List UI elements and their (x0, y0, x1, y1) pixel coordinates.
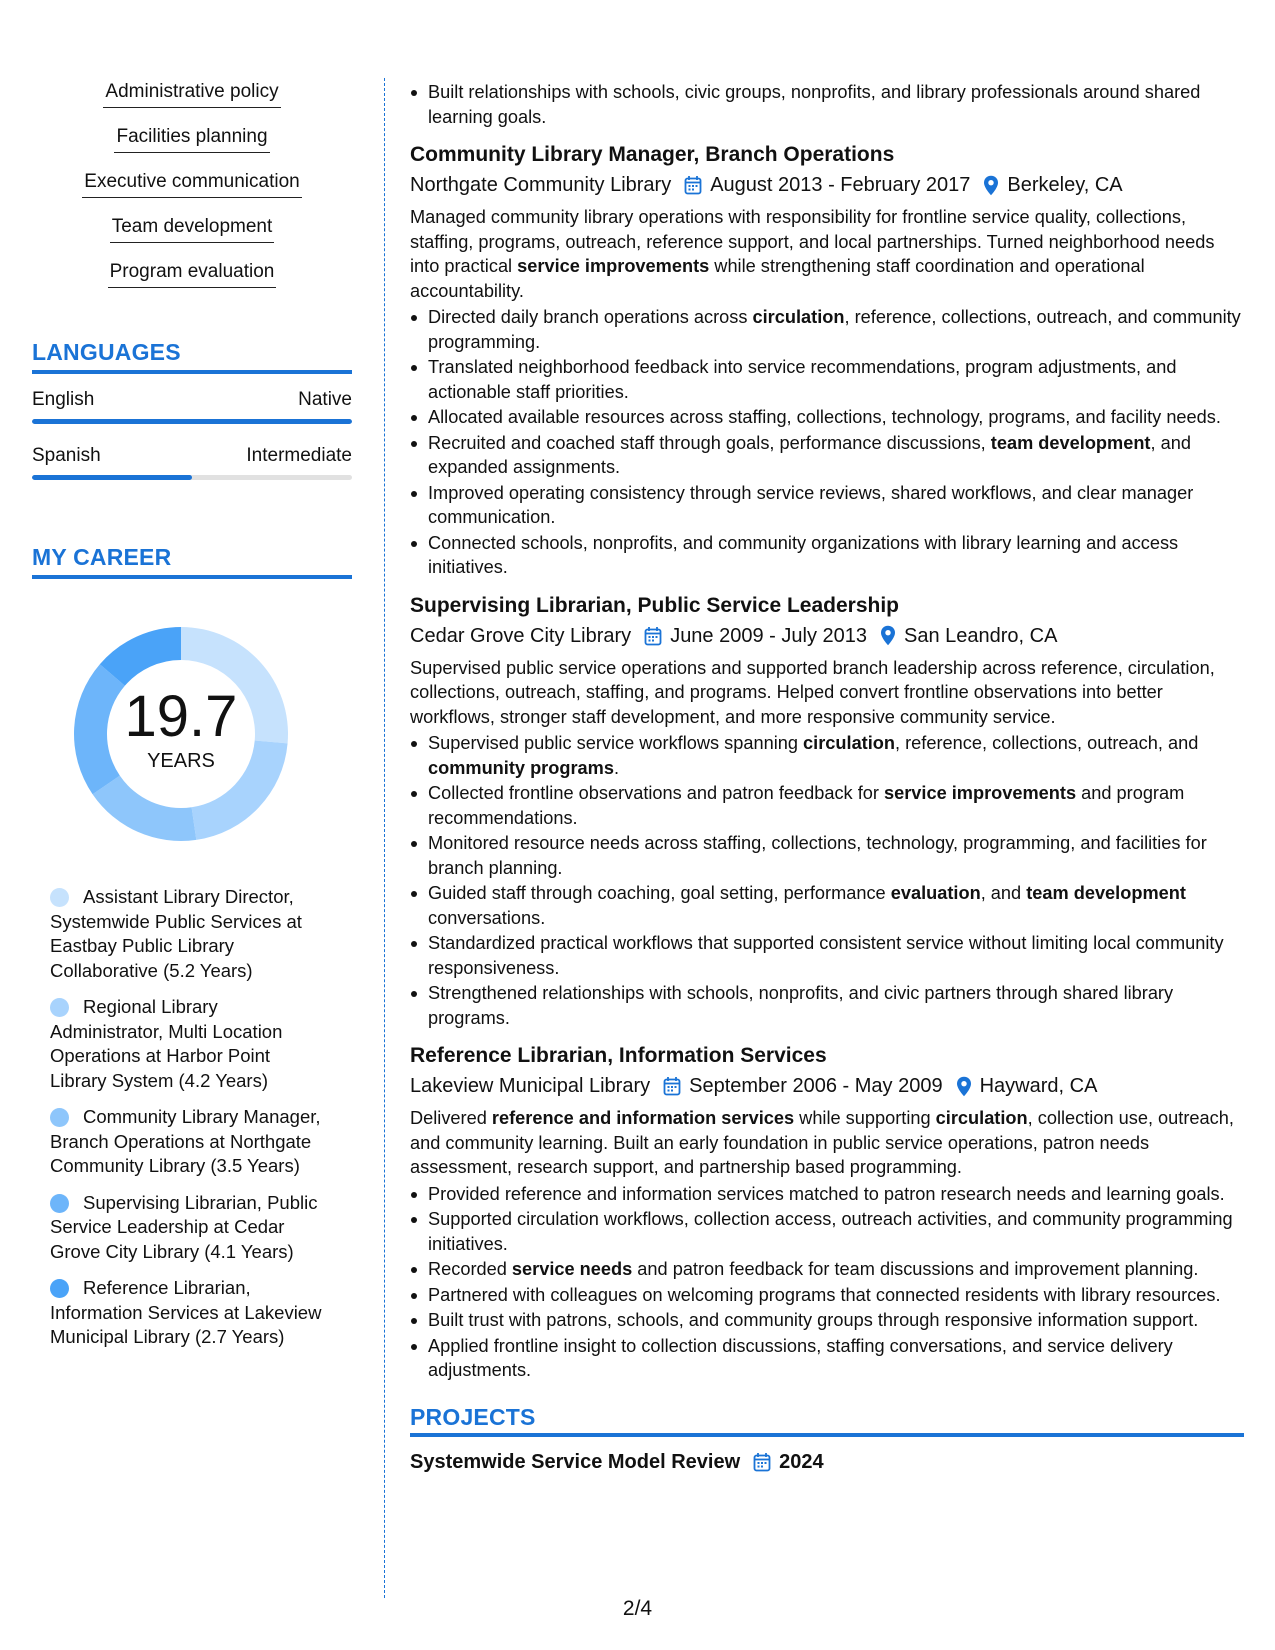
skill-item: Team development (110, 215, 275, 243)
job-location: San Leandro, CA (904, 624, 1058, 647)
project-year: 2024 (779, 1451, 824, 1473)
job-company: Northgate Community Library (410, 174, 672, 196)
continued-bullets (410, 80, 1244, 129)
language-item (32, 388, 352, 424)
column-divider (384, 78, 385, 1598)
job-summary: Delivered reference and information services while supporting circulation, collection use, outreach, and community learning. Built an early foundation in public service operations, patron needs assessment, research support, and partnership based programming. (410, 1108, 1234, 1177)
bullet-item: Allocated available resources across staffing, collections, technology, programs, and facility needs. (410, 405, 1244, 430)
job-entry (410, 141, 1244, 580)
job-meta (410, 623, 1244, 649)
job-company: Lakeview Municipal Library (410, 1075, 651, 1097)
job-summary: Supervised public service operations and supported branch leadership across reference, circulation, collections, outreach, staffing, and programs. Helped convert frontline observations into better workflows, stronger staff development, and more responsive community service. (410, 657, 1215, 727)
job-title: Reference Librarian, Information Services (410, 1044, 827, 1067)
legend-label: Supervising Librarian, Public Service Leadership at Cedar Grove City Library (4.1 Years) (50, 1191, 318, 1262)
job-dates: August 2013 - February 2017 (710, 174, 971, 196)
language-proficiency-fill (32, 475, 192, 480)
bullet-item: Provided reference and information services matched to patron research needs and learning goals. (410, 1182, 1244, 1207)
job-title: Supervising Librarian, Public Service Leadership (410, 593, 899, 617)
bullet-item: Monitored resource needs across staffing, collections, technology, programming, and facilities for branch planning. (410, 831, 1244, 880)
project-item (410, 1449, 1244, 1475)
location-pin-icon (983, 175, 999, 196)
project-name: Systemwide Service Model Review (410, 1451, 741, 1473)
job-location: Berkeley, CA (1007, 174, 1123, 196)
language-proficiency-fill (32, 419, 352, 424)
calendar-icon (753, 1452, 771, 1472)
career-legend-item (50, 995, 330, 1093)
job-bullets (410, 731, 1244, 1030)
career-heading: MY CAREER (32, 544, 352, 579)
legend-color-dot (50, 1279, 69, 1298)
page-number: 2/4 (622, 1597, 653, 1620)
location-pin-icon (880, 625, 896, 646)
bullet-item: Translated neighborhood feedback into service recommendations, program adjustments, and actionable staff priorities. (410, 355, 1244, 404)
bullet-item: Built trust with patrons, schools, and community groups through responsive information support. (410, 1308, 1244, 1333)
skill-item: Executive communication (82, 170, 301, 198)
location-pin-icon (956, 1076, 972, 1097)
language-proficiency-bar (32, 475, 352, 480)
job-company: Cedar Grove City Library (410, 624, 632, 647)
calendar-icon (684, 175, 702, 195)
calendar-icon (663, 1076, 681, 1096)
experience-list (410, 141, 1244, 1383)
bullet-item: Improved operating consistency through service reviews, shared workflows, and clear manager communication. (410, 481, 1244, 530)
job-meta (410, 172, 1244, 198)
legend-color-dot (50, 888, 69, 907)
career-legend-item (50, 1191, 330, 1265)
bullet-item: Standardized practical workflows that supported consistent service without limiting local community responsiveness. (410, 931, 1244, 980)
projects-heading: PROJECTS (410, 1405, 1244, 1438)
career-legend (50, 885, 330, 1350)
career-total-years: 19.7 (124, 684, 238, 749)
languages-heading: LANGUAGES (32, 339, 352, 374)
skill-item: Program evaluation (108, 260, 277, 288)
bullet-item: Partnered with colleagues on welcoming programs that connected residents with library resources. (410, 1283, 1244, 1308)
right-column (410, 80, 1244, 1475)
language-level: Intermediate (246, 445, 352, 466)
legend-color-dot (50, 1194, 69, 1213)
job-dates: September 2006 - May 2009 (689, 1075, 943, 1097)
bullet-item: Recorded service needs and patron feedback for team discussions and improvement planning. (410, 1257, 1244, 1282)
job-entry (410, 592, 1244, 1031)
skill-item: Administrative policy (103, 80, 280, 108)
career-legend-item (50, 1105, 330, 1179)
bullet-item: Directed daily branch operations across circulation, reference, collections, outreach, and community programming. (410, 305, 1244, 354)
career-donut-chart (66, 619, 296, 849)
bullet-item: Supported circulation workflows, collection access, outreach activities, and community programming initiatives. (410, 1207, 1244, 1256)
donut-center (66, 619, 296, 849)
job-bullets (410, 305, 1244, 580)
career-legend-item (50, 1276, 330, 1350)
bullet-item: Applied frontline insight to collection discussions, staffing conversations, and service delivery adjustments. (410, 1334, 1244, 1383)
bullet-item: Built relationships with schools, civic groups, nonprofits, and library professionals around shared learning goals. (410, 80, 1244, 129)
job-title: Community Library Manager, Branch Operations (410, 143, 895, 166)
job-entry (410, 1042, 1244, 1383)
bullet-item: Recruited and coached staff through goals, performance discussions, team development, and expanded assignments. (410, 431, 1244, 480)
calendar-icon (644, 626, 662, 646)
legend-label: Reference Librarian, Information Services at Lakeview Municipal Library (2.7 Years) (50, 1277, 322, 1347)
job-meta (410, 1073, 1244, 1099)
language-proficiency-bar (32, 419, 352, 424)
job-location: Hayward, CA (979, 1075, 1098, 1097)
job-bullets (410, 1182, 1244, 1383)
career-years-unit: YEARS (147, 750, 215, 772)
left-column (32, 80, 352, 1362)
legend-color-dot (50, 998, 69, 1017)
skills-list (32, 80, 352, 305)
career-legend-item (50, 885, 330, 983)
bullet-item: Connected schools, nonprofits, and community organizations with library learning and access initiatives. (410, 531, 1244, 580)
language-name: English (32, 389, 95, 410)
bullet-item: Collected frontline observations and patron feedback for service improvements and program recommendations. (410, 781, 1244, 830)
legend-label: Regional Library Administrator, Multi Location Operations at Harbor Point Library System (4.2 Years) (50, 996, 283, 1091)
legend-color-dot (50, 1108, 69, 1127)
job-dates: June 2009 - July 2013 (670, 624, 867, 647)
language-name: Spanish (32, 445, 101, 466)
skill-item: Facilities planning (114, 125, 269, 153)
language-level: Native (298, 389, 352, 410)
language-item (32, 444, 352, 480)
legend-label: Community Library Manager, Branch Operations at Northgate Community Library (3.5 Years) (50, 1106, 321, 1176)
job-summary: Managed community library operations with responsibility for frontline service quality, collections, staffing, programs, outreach, reference support, and local partnerships. Turned neighborhood needs into practical service improvements while strengthening staff coordination and operational accountability. (410, 207, 1215, 301)
legend-label: Assistant Library Director, Systemwide Public Services at Eastbay Public Library Collaborative (5.2 Years) (50, 886, 302, 981)
bullet-item: Guided staff through coaching, goal setting, performance evaluation, and team development conversations. (410, 881, 1244, 930)
bullet-item: Supervised public service workflows spanning circulation, reference, collections, outreach, and community programs. (410, 731, 1244, 780)
bullet-item: Strengthened relationships with schools, nonprofits, and civic partners through shared library programs. (410, 981, 1244, 1030)
